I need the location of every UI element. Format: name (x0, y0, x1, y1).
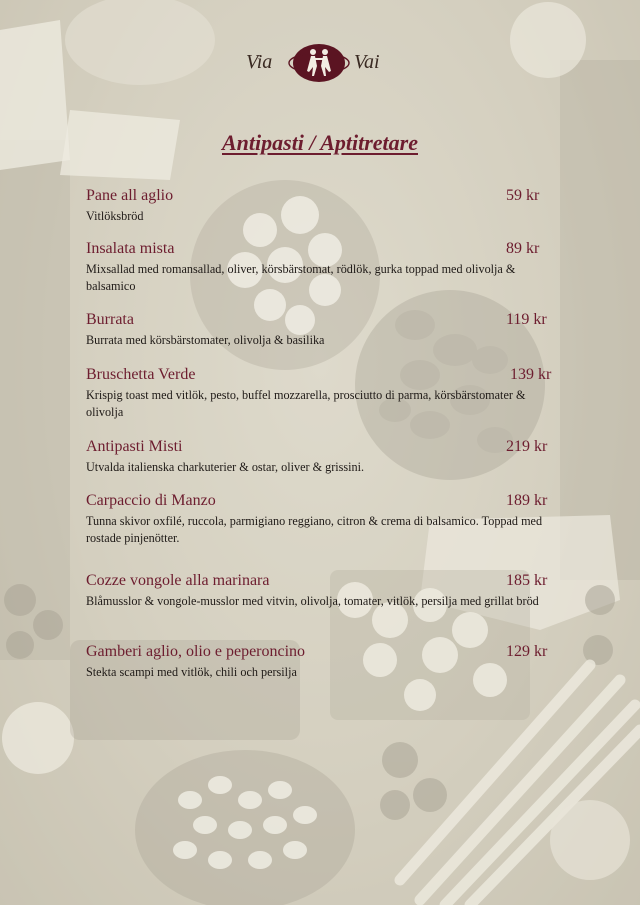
menu-section-title: Antipasti / Aptitretare (222, 130, 418, 155)
menu-item (86, 492, 556, 547)
menu-item (86, 572, 556, 610)
menu-item-price: 129 kr (506, 643, 548, 660)
menu-item (86, 643, 556, 681)
menu-item-price: 219 kr (506, 438, 548, 455)
menu-item-name: Pane all aglio (86, 187, 174, 204)
menu-item (86, 311, 556, 349)
menu-item-price: 59 kr (506, 187, 540, 204)
menu-item-description: Burrata med körsbärstomater, olivolja & basilika (86, 333, 325, 347)
menu-item-name: Gamberi aglio, olio e peperoncino (86, 643, 306, 660)
menu-item-description: Krispig toast med vitlök, pesto, buffel mozzarella, prosciutto di parma, körsbärstomater & olivolja (86, 388, 526, 419)
menu-item-description: Mixsallad med romansallad, oliver, körsbärstomat, rödlök, gurka toppad med olivolja & balsamico (86, 262, 516, 293)
restaurant-logo (246, 40, 396, 86)
menu-item (86, 366, 556, 421)
menu-item-description: Tunna skivor oxfilé, ruccola, parmigiano reggiano, citron & crema di balsamico. Toppad med rostade pinjenötter. (86, 514, 543, 545)
menu-item-name: Cozze vongole alla marinara (86, 572, 270, 589)
menu-item-description: Stekta scampi med vitlök, chili och persilja (86, 665, 297, 679)
dancing-couple-emblem-icon (287, 42, 351, 84)
menu-item-name: Antipasti Misti (86, 438, 183, 455)
menu-item-name: Insalata mista (86, 240, 175, 257)
menu-item-name: Burrata (86, 311, 134, 328)
menu-item-price: 139 kr (510, 366, 552, 383)
menu-item-name: Bruschetta Verde (86, 366, 196, 383)
menu-item (86, 187, 556, 225)
menu-item-name: Carpaccio di Manzo (86, 492, 216, 509)
menu-item-price: 119 kr (506, 311, 547, 328)
menu-item (86, 240, 556, 295)
menu-item-description: Vitlöksbröd (86, 209, 144, 223)
logo-word-left: Via (246, 51, 273, 73)
menu-item-price: 189 kr (506, 492, 548, 509)
menu-item-description: Blåmusslor & vongole-musslor med vitvin, olivolja, tomater, vitlök, persilja med grillat bröd (86, 594, 539, 608)
menu-item-description: Utvalda italienska charkuterier & ostar, oliver & grissini. (86, 460, 365, 474)
menu-item-price: 185 kr (506, 572, 548, 589)
logo-word-right: Vai (354, 51, 380, 73)
menu-item-price: 89 kr (506, 240, 540, 257)
menu-item (86, 438, 556, 476)
